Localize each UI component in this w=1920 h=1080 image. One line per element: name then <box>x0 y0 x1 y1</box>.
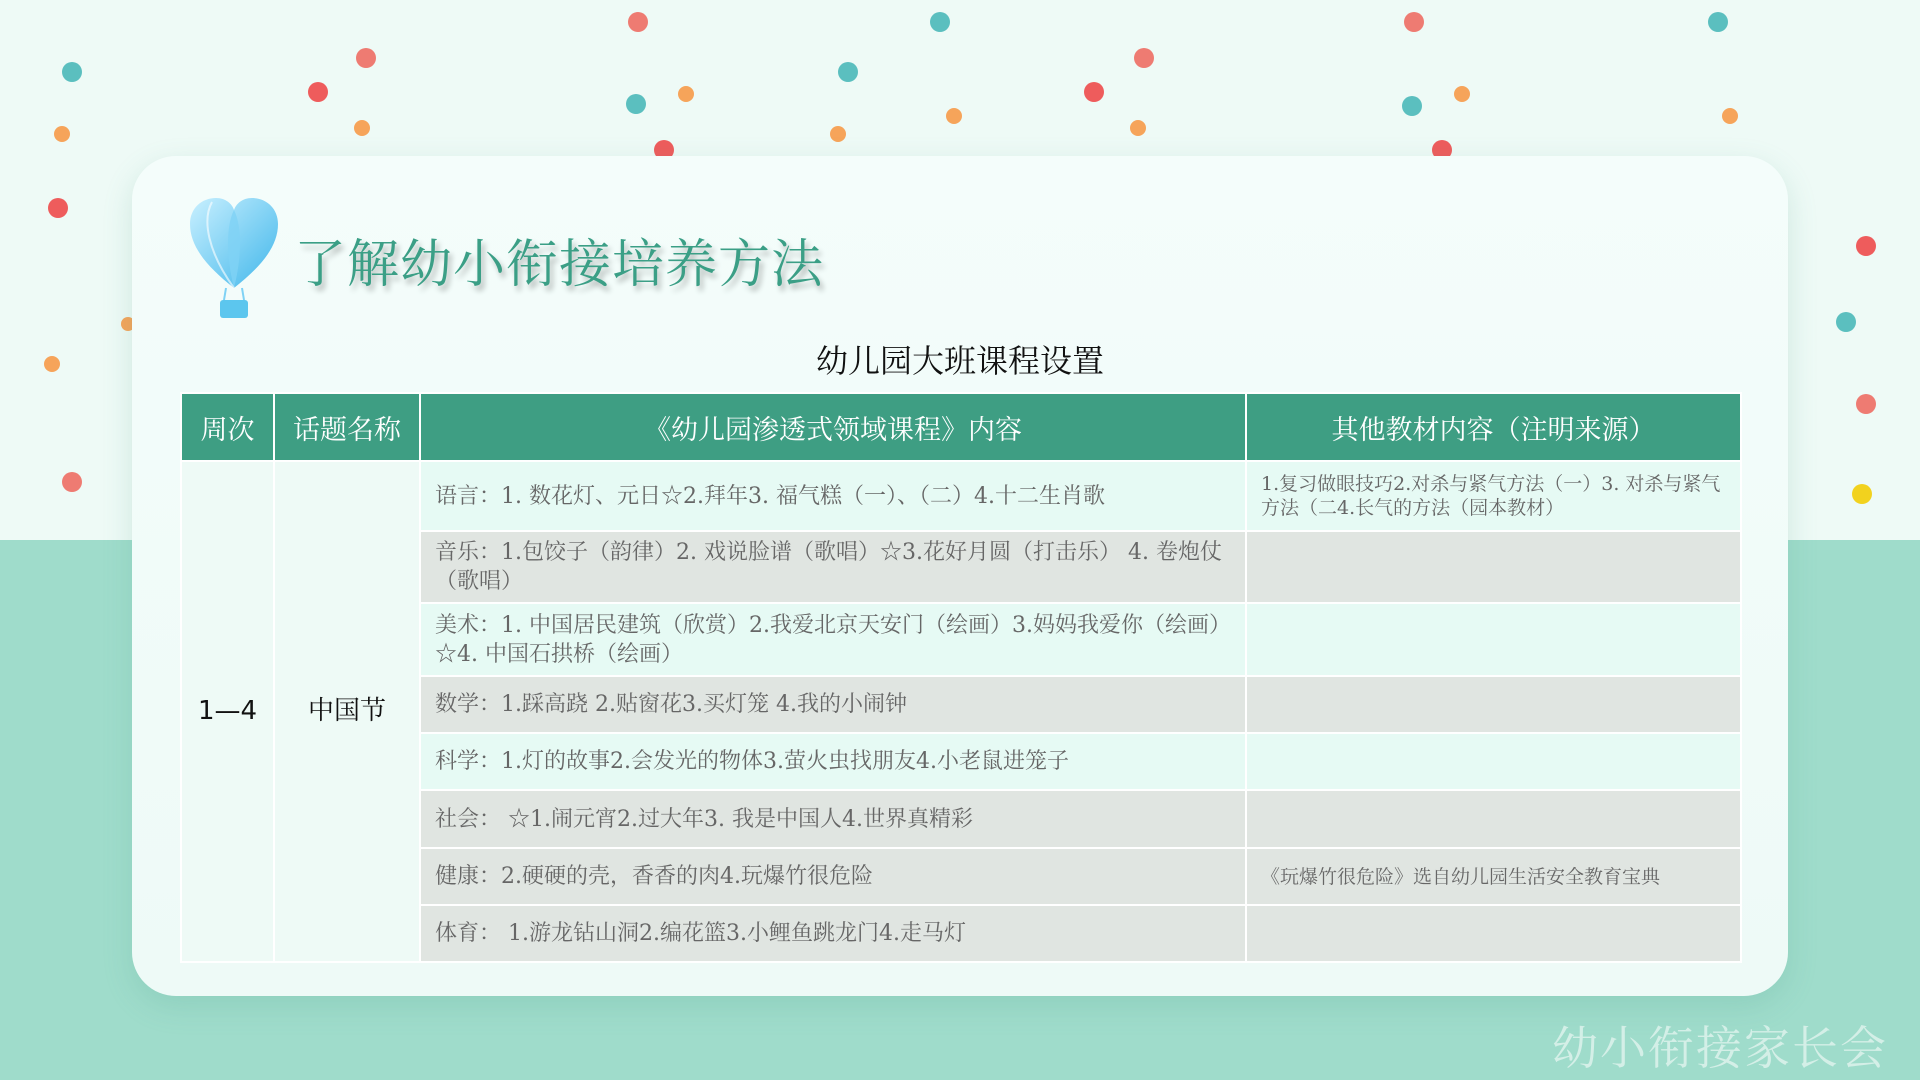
confetti-dot <box>354 120 370 136</box>
hot-air-balloon-icon <box>186 196 282 320</box>
content-cell: 社会： ☆1.闹元宵2.过大年3. 我是中国人4.世界真精彩 <box>420 790 1246 848</box>
confetti-dot <box>838 62 858 82</box>
content-cell: 音乐：1.包饺子（韵律）2. 戏说脸谱（歌唱）☆3.花好月圆（打击乐） 4. 卷炮仗（歌唱） <box>420 531 1246 603</box>
confetti-dot <box>1134 48 1154 68</box>
other-cell <box>1246 790 1741 848</box>
confetti-dot <box>628 12 648 32</box>
week-cell: 1—4 <box>181 461 274 962</box>
confetti-dot <box>48 198 68 218</box>
confetti-dot <box>1708 12 1728 32</box>
confetti-dot <box>62 472 82 492</box>
confetti-dot <box>1404 12 1424 32</box>
topic-cell: 中国节 <box>274 461 420 962</box>
confetti-dot <box>1852 484 1872 504</box>
header-content: 《幼儿园渗透式领域课程》内容 <box>420 393 1246 461</box>
content-cell: 美术：1. 中国居民建筑（欣赏）2.我爱北京天安门（绘画）3.妈妈我爱你（绘画）☆4. 中国石拱桥（绘画） <box>420 603 1246 676</box>
other-cell <box>1246 905 1741 962</box>
confetti-dot <box>830 126 846 142</box>
confetti-dot <box>1856 236 1876 256</box>
header-topic: 话题名称 <box>274 393 420 461</box>
confetti-dot <box>1454 86 1470 102</box>
watermark-text: 幼小衔接家长会 <box>1552 1021 1888 1075</box>
content-cell: 数学：1.踩高跷 2.贴窗花3.买灯笼 4.我的小闹钟 <box>420 676 1246 733</box>
other-cell: 1.复习做眼技巧2.对杀与紧气方法（一）3. 对杀与紧气方法（二4.长气的方法（园本教材） <box>1246 461 1741 531</box>
table-title: 幼儿园大班课程设置 <box>815 342 1104 380</box>
other-cell <box>1246 531 1741 603</box>
content-cell: 科学：1.灯的故事2.会发光的物体3.萤火虫找朋友4.小老鼠进笼子 <box>420 733 1246 790</box>
other-cell <box>1246 676 1741 733</box>
other-cell <box>1246 603 1741 676</box>
confetti-dot <box>62 62 82 82</box>
header-week: 周次 <box>181 393 274 461</box>
confetti-dot <box>1402 96 1422 116</box>
content-cell: 健康：2.硬硬的壳，香香的肉4.玩爆竹很危险 <box>420 848 1246 905</box>
confetti-dot <box>1856 394 1876 414</box>
page-title: 了解幼小衔接培养方法 <box>294 235 825 295</box>
confetti-dot <box>1836 312 1856 332</box>
confetti-dot <box>930 12 950 32</box>
other-cell <box>1246 733 1741 790</box>
content-cell: 语言：1. 数花灯、元日☆2.拜年3. 福气糕（一）、（二）4.十二生肖歌 <box>420 461 1246 531</box>
table-row <box>181 461 1741 531</box>
confetti-dot <box>356 48 376 68</box>
header-other: 其他教材内容（注明来源） <box>1246 393 1741 461</box>
confetti-dot <box>308 82 328 102</box>
course-table <box>180 392 1742 963</box>
confetti-dot <box>1722 108 1738 124</box>
content-cell: 体育： 1.游龙钻山洞2.编花篮3.小鲤鱼跳龙门4.走马灯 <box>420 905 1246 962</box>
other-cell: 《玩爆竹很危险》选自幼儿园生活安全教育宝典 <box>1246 848 1741 905</box>
table-header-row <box>181 393 1741 461</box>
confetti-dot <box>678 86 694 102</box>
confetti-dot <box>1130 120 1146 136</box>
confetti-dot <box>946 108 962 124</box>
confetti-dot <box>626 94 646 114</box>
confetti-dot <box>1084 82 1104 102</box>
confetti-dot <box>54 126 70 142</box>
